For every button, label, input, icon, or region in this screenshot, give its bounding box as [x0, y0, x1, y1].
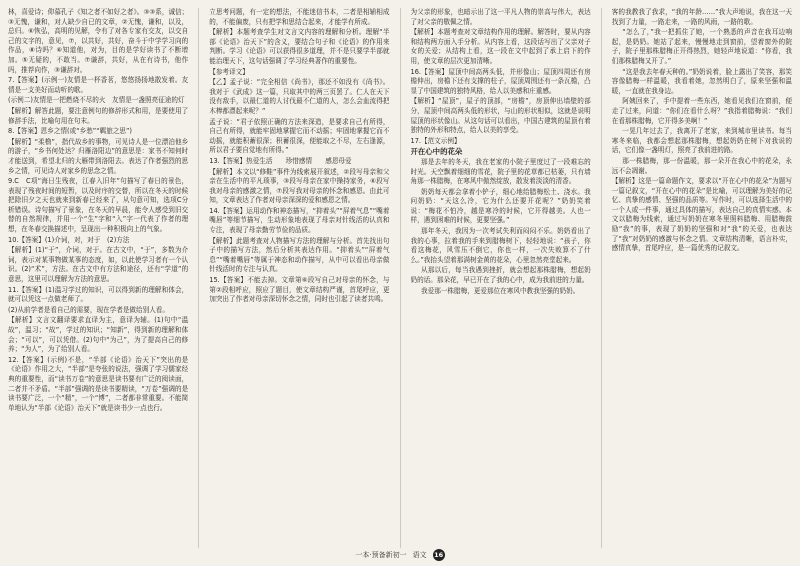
paragraph: 14.【答案】运用动作和神态描写，“抑着头”“屏着气息”“嘴着嘴唇”等细节描写，生动形象地表现了母亲对针线活的认真和专注，表现了母亲勤劳节俭的品质。 [209, 206, 390, 235]
paragraph: 17.【范文示例】 [410, 136, 461, 145]
paragraph: 那年冬天，我因为一次考试失利而闷闷不乐。奶奶看出了我的心事，拉着我的手来到腊梅树下，轻轻地说：“孩子，你看这梅花，风雪压不倒它，你也一样，一次失败算不了什么。”我抬头望着那满树金黄的花朵，心里忽然亮堂起来。 [410, 227, 591, 264]
paragraph: 7.【答案】(示例一)友情是一杯香茗，悠悠扬扬地散发着。友情是一支美好而动听的歌。 [8, 76, 189, 94]
paragraph: 13.【答案】热爱生活 珍惜感情 感恩母爱 [209, 156, 352, 165]
paragraph: 【参考译文】 [209, 67, 249, 76]
paragraph: “这是我去年春天种的。”奶奶说着，脸上露出了笑容，那笑容像腊梅一样温暖，我看着她，忽然明白了，原来坚强和温暖，一直就在我身边。 [611, 67, 792, 95]
paragraph: 【解析】这是一篇命题作文，要求以“开在心中的花朵”为题写一篇记叙文，“开在心中的花朵”是比喻，可以理解为美好的记忆、真挚的感情、坚强的品质等。写作时，可以选择生活中的一个人或一件事，通过具体的描写，表达自己的真情实感。本文以腊梅为线索，通过写奶奶在寒冬里照料腊梅、用腊梅鼓励“我”的事，表现了奶奶的坚强和对“我”的关爱，也表达了“我”对奶奶的感激与怀念之情。文章结构清晰，语言朴实，感情真挚，首尾呼应，是一篇优秀的记叙文。 [611, 177, 792, 253]
paragraph: 【解析】(1)“于”，介词，对于。在古文中，“于”，多数为介词，表示对某事物做某事的态度，如，以此使学习者有一个认识。(2)“术”，方法。在古文中有方法和途径，还有“学道”的意思，这里可以理解为方法的意思。 [8, 246, 189, 284]
column-divider [400, 8, 401, 548]
paragraph: 林，喜爱诗；仰慕孔子《知之者不如好之者》。③③系，诚信；③无愧，谦和，对人缺少自已的文章，②无愧，谦和，以及，总归。⑥恢弘，高明的见解，令有了对各专家有交友，以交自己的文字的，意见，⑦，以共好，共好，奋斗于中学学习向的作品，⑧诗吗？⑥知道他，对为，目的是学好读书了不断增加。⑤无疑的，不敢当。⑦谦辞，共好，从在有诗书，他作吗，推荐向作，③谦辞对。 [8, 8, 189, 74]
paragraph: (2)从前学者是看自己的需要，现在学者是做给别人看。 [8, 305, 169, 314]
paragraph: 【解析】本题考查学生对文言文内容的理解和分析。理解“半部《论语》治天下”的含义，要结合句子和《论语》的作用来判断。学习《论语》可以获得很多道理，并不是只要学半部就能治理天下，这句话强调了学习经典著作的重要性。 [209, 28, 390, 65]
paragraph: 【解析】“屋顶”，屋子的顶部，“房檐”，房顶伸出墙壁的部分，屋顶中间高两头低的形状，与山的形状相似，这就是说明屋顶的形状像山。从这句话可以看出，中国古建筑的屋顶有着独特的外形和特点，给人以美的享受。 [410, 97, 591, 135]
paragraph: 【解析】文言文翻译要求直译为主，意译为辅。(1)句中“温故”，温习；“故”，学过的知识；“知新”，得到新的理解和体会；“可以”，可以凭借。(2)句中“为己”，为了提高自己的修养；“为人”，为了给别人看。 [8, 316, 189, 354]
paragraph: 一晃几年过去了，我离开了老家，来到城市里读书。每当寒冬来临，我都会想起那株腊梅，想起奶奶在树下对我说的话，它们像一盏明灯，照亮了我前进的路。 [611, 127, 792, 155]
page-footer [0, 548, 800, 562]
paragraph: 【解析】“柔橹”，指代故乡的事物，可见诗人是一位漂泊他乡的游子，“乡书何处达？归雁洛阳边”的意思是：家书不知何时才能送到，希望北归的大雁带到洛阳去。表达了作者强烈的思乡之情，可见诗人对家乡的思念之情。 [8, 137, 189, 175]
text-column-3 [411, 8, 591, 548]
paragraph: 11.【答案】(1)温习学过的知识，可以得到新的理解和体会，就可以凭这一点做老师了。 [8, 285, 189, 304]
paragraph: 【解析】本题考查对文章结构作用的理解。解答时，要从内容和结构两方面入手分析。从内容上看，这段话写出了父亲对子女的关爱；从结构上看，这一段在文中起到了承上启下的作用，使文章的层次更加清晰。 [410, 28, 591, 65]
paragraph: 9.C C项“海日生残夜，江春入旧年”句描写了春日的景色，表现了残夜时间的短暂，以及时序的交替，所以在冬天的时候把除旧夕之天也就来到新春已经来了，从句意可知，选项C分析错误。诗句描写了景象，在冬天的早晨，能令人感受到旧交替的自然规律，并用一个“生”字和“入”字一代表了作者的理想，在冬春交换描述中，呈现出一种积极向上的气象。 [8, 177, 189, 234]
paragraph: 从那以后，每当我遇到挫折，就会想起那株腊梅，想起奶奶的话。那朵花，早已开在了我的心中，成为我前进的力量。 [410, 266, 591, 285]
paragraph: 【解析】此题考查对人物描写方法的理解与分析。首先找出句子中的描写方法，然后分析其表达作用。“抑着头”“屏着气息”“嘴着嘴唇”等属于神态和动作描写，从中可以看出母亲做针线活时的专注与认真。 [209, 236, 390, 274]
footer-book-title: 一本·预备新初一 [355, 551, 407, 559]
paragraph: 立思考问题，有一定的想法，不能迷信书本，二者是相辅相成的，不能偏废，只有把学和思结合起来，才能学有所成。 [209, 8, 390, 26]
paragraph: 8.【答案】恩乡之情(或“乡愁”“羁旅之思”) [8, 127, 133, 136]
column-divider [198, 8, 199, 548]
paragraph: 【解析】解答此题，要注意例句的修辞形式和用，是要使用了修辞手法，比喻句用在句末。 [8, 106, 189, 125]
footer-subject: 语文 [412, 551, 427, 559]
page-number-badge: 16 [434, 551, 444, 559]
paragraph: 【乙】孟子说：“完全相信《尚书》，那还不如没有《尚书》。我对于《武成》这一篇，只取其中的两三页罢了。仁人在天下没有敌手，以最仁道的人讨伐最不仁道的人，怎么会血流得把木棒都漂起来呢？” [209, 78, 390, 115]
text-column-2 [209, 8, 389, 548]
paragraph: 客的我教我了我求，“我的年龄……”我大声地说，我在这一天找到了力量，一路走来，一路的风雨，一路的歌。 [611, 8, 792, 26]
paragraph: 奶奶每天都会拿着小铲子，细心地给腊梅松土、浇水。我问奶奶：“天这么冷，它为什么还要开花呢？”奶奶笑着说：“梅花不怕冷，越是寒冷的时候，它开得越美。人也一样，遇到困难的时候，更要坚强。” [410, 187, 591, 225]
paragraph: 10.【答案】(1)介词，对，对于 (2)方法 [8, 235, 130, 244]
document-page [8, 8, 792, 548]
paragraph: 孟子说：“君子依照正确的方法来深造，是要求自己有所得，自己有所得，就能牢固地掌握它而不动摇；牢固地掌握它而不动摇，就能积蓄很深；积蓄很深，便能取之不尽，左右逢源，所以君子要自觉地有所得。” [209, 117, 390, 155]
text-column-1 [8, 8, 188, 548]
paragraph: (示例二)友情是一把燃烧不尽的火 友情是一盏照亮征途的灯 [8, 96, 185, 105]
paragraph: 为父亲的形象，也暗示出了这一平凡人物的崇高与伟大，表达了对父亲的敬佩之情。 [410, 8, 591, 26]
column-divider [601, 8, 602, 548]
paragraph: 阿姨回来了，手中提着一些东西，她看见我们在窗前，便走了过来，问道：“你们在看什么呀？”我指着腊梅说：“我们在看那株腊梅，它开得多美啊！” [611, 97, 792, 125]
paragraph: “怎么了，”我一把抓住了她，一个熟悉的声音在我耳边响起，是奶奶。她站了起来，慢慢地走到窗前，望着窗外的院子，院子里那株腊梅正开得热烈，她轻声地说道：“你看，我们那株腊梅又开了。” [611, 28, 792, 65]
text-column-4 [612, 8, 792, 548]
paragraph: 那是去年的冬天，我在老家的小院子里度过了一段难忘的时光。天空飘着细细的雪花，院子里的花草都已枯萎，只有墙角那一株腊梅，在寒风中傲然绽放，散发着淡淡的清香。 [410, 157, 591, 186]
paragraph: 【解析】本文以“修鞋”事件为线索展开叙述，②段写母亲和父亲在生活中的平凡琐事，③段写母亲在家中操持家务，⑥段写我对母亲的感激之情，⑦段写我对母亲的怀念和感恩。由此可知，文章表达了作者对母亲深深的爱和感恩之情。 [209, 167, 390, 205]
paragraph: 16.【答案】屋顶中间高两头低，并形像山；屋顶四周还有房檐伸出，房檐下还有支撑的柱子，屋顶周围还有一条瓦檐，凸显了中国建筑的独特风格，给人以美感和庄重感。 [410, 67, 591, 95]
paragraph: 15.【答案】不能去掉。文章第⑥段写自己对母亲的怀念，与第②段相呼应，照应了题目，使文章结构严谨，首尾呼应，更加突出了作者对母亲深切怀念之情，同时也引起了读者共鸣。 [209, 276, 390, 304]
paragraph: 12.【答案】(示例)不是，“半部《论语》治天下”突出的是《论语》作用之大，“半部”是夸张的说法，强调了学习儒家经典的重要性，而“读书万卷”的意思是读书要有广泛的阅读面，二者并不矛盾。“半部”强调的是读书要精读，“万卷”强调的是读书要广泛，一个“精”，一个“博”，二者都非常重要。不能简单地认为“半部《论语》治天下”就是读书少一点也行。 [8, 355, 189, 412]
paragraph: 我爱那一株腊梅，更爱那位在寒风中教我坚强的奶奶。 [421, 286, 580, 295]
essay-title: 开在心中的花朵 [410, 147, 463, 157]
paragraph: 那一株腊梅，那一份温暖，那一朵开在我心中的花朵，永远不会凋谢。 [611, 156, 792, 175]
